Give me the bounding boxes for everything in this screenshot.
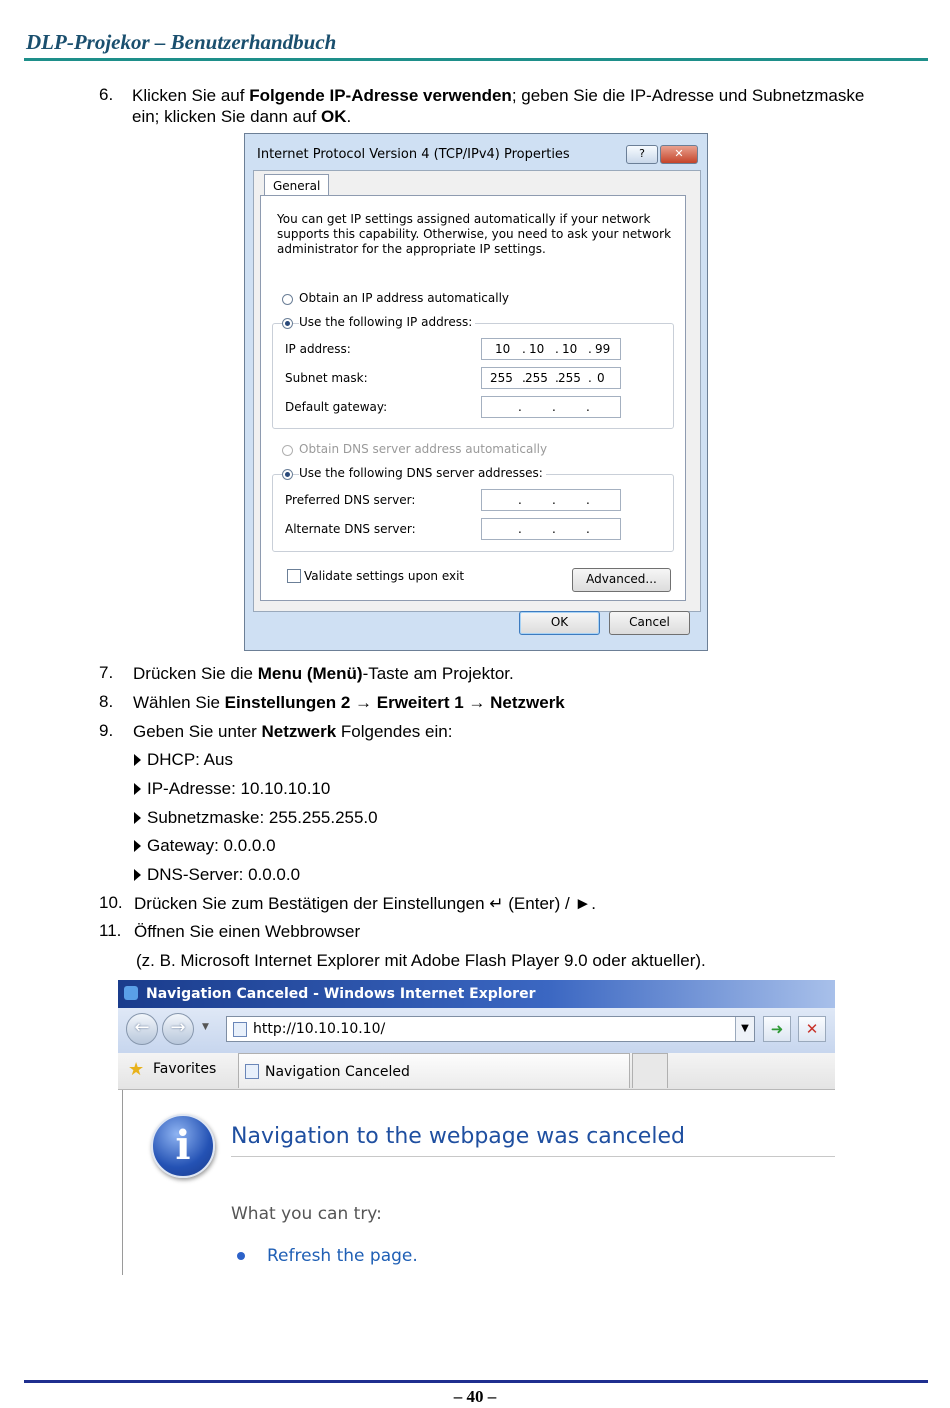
validate-label: Validate settings upon exit	[304, 569, 465, 583]
setting-bullet: Gateway: 0.0.0.0	[134, 835, 276, 856]
alternate-dns-label: Alternate DNS server:	[285, 522, 416, 536]
validate-checkbox[interactable]	[287, 569, 301, 583]
tab-navigation-canceled[interactable]	[238, 1053, 630, 1088]
subnet-mask-label: Subnet mask:	[285, 371, 368, 385]
step-number: 10.	[99, 893, 123, 912]
footer-rule	[24, 1380, 928, 1383]
step-8-text: Wählen Sie Einstellungen 2 → Erweitert 1 → Netzwerk	[133, 693, 565, 712]
back-arrow-icon[interactable]: ←	[126, 1013, 158, 1045]
close-button[interactable]: ✕	[660, 145, 698, 164]
favorites-label[interactable]: Favorites	[153, 1061, 217, 1077]
bullet-icon	[237, 1252, 245, 1260]
preferred-dns-field[interactable]: . . .	[481, 489, 621, 511]
triangle-bullet-icon	[134, 840, 141, 852]
dialog-body	[253, 170, 701, 612]
step-number: 6.	[99, 85, 114, 104]
refresh-link[interactable]: Refresh the page.	[267, 1246, 418, 1266]
general-panel	[260, 195, 686, 601]
step-number: 7.	[99, 663, 114, 682]
obtain-ip-radio[interactable]	[282, 294, 293, 305]
default-gateway-field[interactable]: . . .	[481, 396, 621, 418]
triangle-bullet-icon	[134, 754, 141, 766]
step-9-text: Geben Sie unter Netzwerk Folgendes ein:	[133, 722, 453, 741]
step-number: 9.	[99, 721, 114, 740]
address-bar-row	[118, 1008, 835, 1053]
advanced-button[interactable]: Advanced...	[572, 568, 671, 592]
alternate-dns-field[interactable]: . . .	[481, 518, 621, 540]
obtain-ip-label: Obtain an IP address automatically	[299, 291, 510, 305]
intro-text: You can get IP settings assigned automatically if your network supports this capability. Otherwise, you need to ask your network administrator for the appropriate IP settings.	[277, 212, 672, 256]
url-text: http://10.10.10.10/	[253, 1021, 386, 1037]
step-number: 11.	[99, 921, 122, 940]
help-button[interactable]: ?	[626, 145, 658, 164]
stop-icon[interactable]: ✕	[798, 1016, 826, 1042]
step-number: 8.	[99, 692, 114, 711]
default-gateway-label: Default gateway:	[285, 400, 388, 414]
setting-bullet: IP-Adresse: 10.10.10.10	[134, 778, 330, 799]
browser-title: Navigation Canceled - Windows Internet Explorer	[146, 986, 536, 1002]
use-ip-radio[interactable]	[282, 318, 293, 329]
setting-bullet: Subnetzmaske: 255.255.255.0	[134, 807, 378, 828]
triangle-bullet-icon	[134, 783, 141, 795]
address-input[interactable]	[226, 1016, 755, 1042]
step-7-text: Drücken Sie die Menu (Menü)-Taste am Projektor.	[133, 664, 514, 683]
page-header-title: DLP-Projekor – Benutzerhandbuch	[26, 30, 337, 54]
step-6-line-1: Klicken Sie auf Folgende IP-Adresse verwenden; geben Sie die IP-Adresse und Subnetzmaske	[132, 86, 865, 105]
new-tab-button[interactable]	[632, 1053, 668, 1088]
tab-page-icon	[245, 1064, 259, 1079]
browser-title-bar	[118, 980, 835, 1008]
step-6-line-2: ein; klicken Sie dann auf OK.	[132, 107, 352, 126]
setting-bullet: DHCP: Aus	[134, 749, 233, 770]
tcpip-properties-dialog	[244, 133, 708, 651]
canceled-heading: Navigation to the webpage was canceled	[231, 1124, 685, 1149]
tab-general[interactable]: General	[264, 174, 329, 197]
use-ip-label: Use the following IP address:	[299, 315, 475, 329]
info-icon: i	[151, 1114, 215, 1178]
page-icon	[233, 1022, 247, 1037]
setting-bullet: DNS-Server: 0.0.0.0	[134, 864, 300, 885]
triangle-bullet-icon	[134, 812, 141, 824]
browser-screenshot	[118, 980, 835, 1275]
subnet-mask-field[interactable]: 255 . 255 . 255 . 0	[481, 367, 621, 389]
preferred-dns-label: Preferred DNS server:	[285, 493, 416, 507]
triangle-bullet-icon	[134, 869, 141, 881]
forward-arrow-icon[interactable]: →	[162, 1013, 194, 1045]
obtain-dns-label: Obtain DNS server address automatically	[299, 442, 548, 456]
use-dns-label: Use the following DNS server addresses:	[299, 466, 546, 480]
cancel-button[interactable]: Cancel	[609, 611, 690, 635]
address-dropdown-icon[interactable]: ▼	[735, 1017, 754, 1041]
heading-divider	[231, 1156, 835, 1157]
what-you-can-try: What you can try:	[231, 1204, 382, 1224]
ie-logo-icon	[124, 986, 138, 1000]
favorites-bar	[118, 1053, 835, 1090]
ok-button[interactable]: OK	[519, 611, 600, 635]
favorites-star-icon[interactable]: ★	[128, 1059, 145, 1080]
step-11-note: (z. B. Microsoft Internet Explorer mit Adobe Flash Player 9.0 oder aktueller).	[136, 951, 706, 970]
dns-group	[272, 474, 674, 552]
go-arrow-icon[interactable]: ➜	[763, 1016, 791, 1042]
ip-address-field[interactable]: 10 . 10 . 10 . 99	[481, 338, 621, 360]
ip-address-label: IP address:	[285, 342, 351, 356]
use-dns-radio[interactable]	[282, 469, 293, 480]
obtain-dns-radio[interactable]	[282, 445, 293, 456]
header-rule	[24, 58, 928, 61]
tab-label: Navigation Canceled	[265, 1064, 410, 1080]
page-number: – 40 –	[453, 1387, 497, 1406]
recent-pages-chevron-icon[interactable]: ▼	[202, 1022, 209, 1032]
step-10-text: Drücken Sie zum Bestätigen der Einstellungen ↵ (Enter) / ►.	[134, 894, 596, 913]
browser-content	[122, 1090, 835, 1275]
step-11-text: Öffnen Sie einen Webbrowser	[134, 922, 361, 941]
dialog-title: Internet Protocol Version 4 (TCP/IPv4) Properties	[257, 147, 570, 162]
